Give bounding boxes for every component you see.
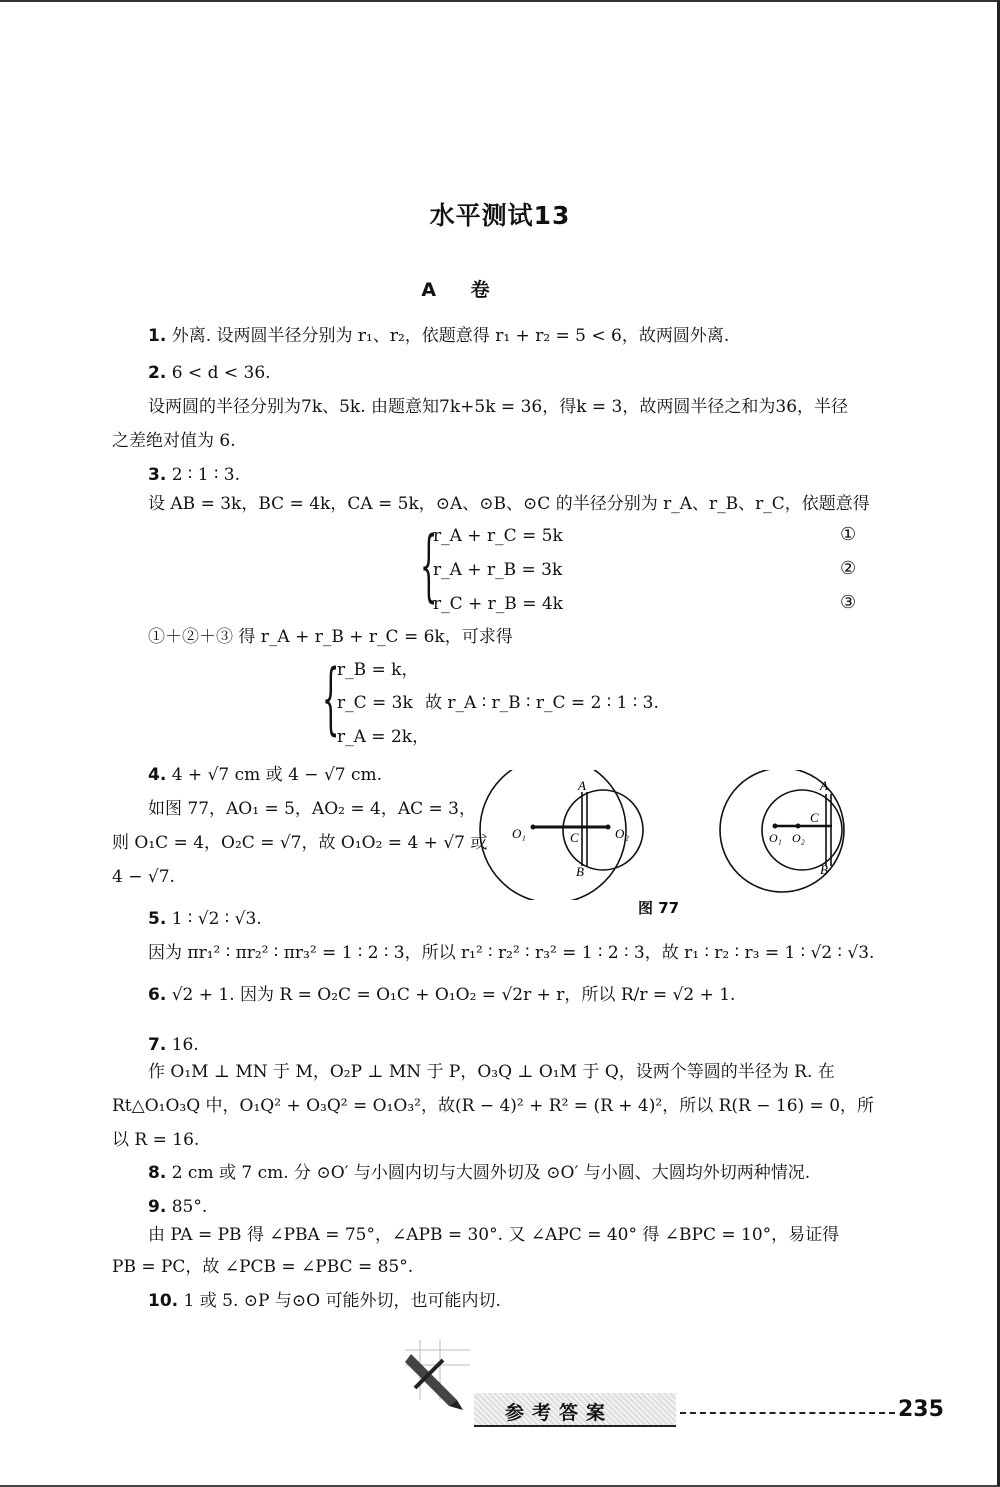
answer-10 xyxy=(148,1290,501,1312)
section-heading: A 卷 xyxy=(421,279,504,301)
answer-text: 1 或 5. ⊙P 与⊙O 可能外切，也可能内切. xyxy=(183,1291,501,1311)
answer-2 xyxy=(148,362,271,384)
solution-2: r_C = 3k xyxy=(337,693,413,713)
answer-text: 85°. xyxy=(171,1197,208,1217)
center-o2 xyxy=(796,824,801,829)
figure-caption: 图 77 xyxy=(638,899,680,917)
answer-1 xyxy=(148,325,729,347)
answer-text: 4 + √7 cm 或 4 − √7 cm. xyxy=(171,765,383,785)
answer-text: 16. xyxy=(171,1035,199,1055)
explanation-line: 因为 πr₁² ∶ πr₂² ∶ πr₃² = 1 ∶ 2 ∶ 3，所以 r₁² ∶ r₂² ∶ r₃² = 1 ∶ 2 ∶ 3，故 r₁ ∶ r₂ ∶ r₃ = 1 ∶ √2 ∶ √3. xyxy=(148,943,875,963)
equation-1: r_A + r_C = 5k xyxy=(433,526,563,546)
answer-3 xyxy=(148,464,240,486)
answer-number: 5. xyxy=(148,909,167,929)
answer-number: 1. xyxy=(148,326,167,346)
explanation-line: PB = PC，故 ∠PCB = ∠PBC = 85°. xyxy=(112,1257,414,1277)
answer-5 xyxy=(148,908,262,930)
answer-9 xyxy=(148,1196,207,1218)
center-o1 xyxy=(773,824,778,829)
answer-text: 1 ∶ √2 ∶ √3. xyxy=(171,909,262,929)
label-o2: O₂ xyxy=(792,831,805,845)
solution-1: r_B = k， xyxy=(337,660,419,680)
equation-brace: { xyxy=(420,521,438,611)
explanation-line: 设 AB = 3k，BC = 4k，CA = 5k，⊙A、⊙B、⊙C 的半径分别为 r_A、r_B、r_C，依题意得 xyxy=(148,494,870,514)
label-b: B xyxy=(820,862,828,877)
answer-6 xyxy=(148,984,735,1006)
answer-7 xyxy=(148,1034,199,1056)
answer-number: 4. xyxy=(148,765,167,785)
answer-text: 外离. 设两圆半径分别为 r₁、r₂，依题意得 r₁ + r₂ = 5 < 6，故两圆外离. xyxy=(171,326,730,346)
explanation-line: 则 O₁C = 4，O₂C = √7，故 O₁O₂ = 4 + √7 或 xyxy=(112,833,488,853)
label-o1: O₁ xyxy=(512,826,526,841)
label-a: A xyxy=(578,778,586,793)
answer-text: 6 < d < 36. xyxy=(171,363,271,383)
explanation-line: ①＋②＋③ 得 r_A + r_B + r_C = 6k，可求得 xyxy=(148,627,513,647)
answer-number: 2. xyxy=(148,363,167,383)
label-c: C xyxy=(810,810,819,825)
explanation-line: Rt△O₁O₃Q 中，O₁Q² + O₃Q² = O₁O₃²，故(R − 4)² + R² = (R + 4)²，所以 R(R − 16) = 0，所 xyxy=(112,1096,875,1116)
solution-ratio: 故 r_A ∶ r_B ∶ r_C = 2 ∶ 1 ∶ 3. xyxy=(425,693,659,713)
explanation-line: 如图 77，AO₁ = 5，AO₂ = 4，AC = 3， xyxy=(148,799,476,819)
solution-brace: { xyxy=(322,654,340,744)
small-circle xyxy=(762,790,842,870)
label-b: B xyxy=(576,864,584,879)
answer-number: 3. xyxy=(148,465,167,485)
explanation-line: 4 − √7. xyxy=(112,867,175,887)
answer-text: 2 ∶ 1 ∶ 3. xyxy=(171,465,241,485)
center-o2 xyxy=(606,825,611,830)
footer-pencil-icon xyxy=(395,1340,475,1410)
label-o2: O₂ xyxy=(615,826,629,841)
figure-77-left xyxy=(470,770,670,900)
equation-marker-3: ③ xyxy=(840,592,857,613)
footer-dash-rule xyxy=(680,1412,895,1414)
answer-number: 8. xyxy=(148,1163,167,1183)
solution-3: r_A = 2k， xyxy=(337,727,430,747)
explanation-line: 作 O₁M ⊥ MN 于 M，O₂P ⊥ MN 于 P，O₃Q ⊥ O₁M 于 Q，设两个等圆的半径为 R. 在 xyxy=(148,1062,835,1082)
footer-label: 参考答案 xyxy=(505,1402,614,1424)
equation-marker-2: ② xyxy=(840,558,857,579)
answer-text: √2 + 1. 因为 R = O₂C = O₁C + O₁O₂ = √2r + r，所以 R/r = √2 + 1. xyxy=(171,985,736,1005)
answer-number: 6. xyxy=(148,985,167,1005)
explanation-line: 设两圆的半径分别为7k、5k. 由题意知7k+5k = 36，得k = 3，故两圆半径之和为36，半径 xyxy=(148,397,849,417)
equation-3: r_C + r_B = 4k xyxy=(433,594,563,614)
answer-4 xyxy=(148,764,382,786)
explanation-line: 由 PA = PB 得 ∠PBA = 75°，∠APB = 30°. 又 ∠APC = 40° 得 ∠BPC = 10°，易证得 xyxy=(148,1225,840,1245)
answer-text: 2 cm 或 7 cm. 分 ⊙O′ 与小圆内切与大圆外切及 ⊙O′ 与小圆、大圆均外切两种情况. xyxy=(171,1163,811,1183)
answer-8 xyxy=(148,1162,810,1184)
explanation-line: 以 R = 16. xyxy=(112,1130,200,1150)
label-a: A xyxy=(820,778,828,793)
explanation-line: 之差绝对值为 6. xyxy=(112,431,236,451)
figure-77-right xyxy=(712,770,862,900)
equation-marker-1: ① xyxy=(840,524,857,545)
label-c: C xyxy=(570,830,579,845)
label-o1: O₁ xyxy=(769,831,782,845)
answer-number: 10. xyxy=(148,1291,179,1311)
center-o1 xyxy=(531,825,536,830)
page-number: 235 xyxy=(898,1397,944,1422)
page-title: 水平测试13 xyxy=(429,201,571,230)
answer-number: 9. xyxy=(148,1197,167,1217)
answer-number: 7. xyxy=(148,1035,167,1055)
equation-2: r_A + r_B = 3k xyxy=(433,560,563,580)
